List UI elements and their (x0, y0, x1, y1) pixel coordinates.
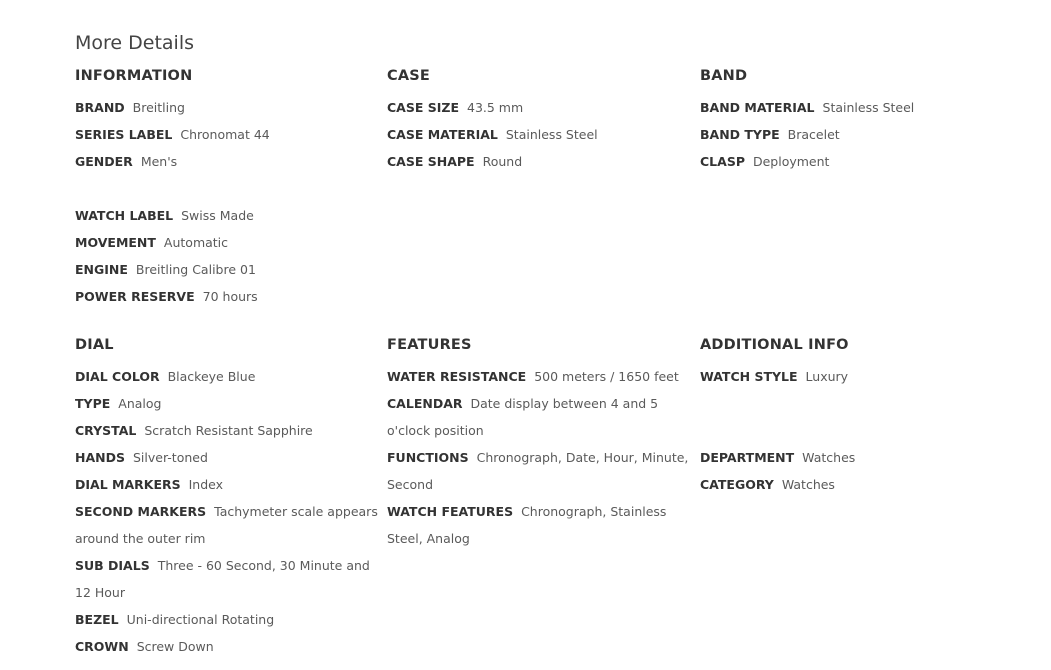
spec-value: 70 hours (202, 289, 258, 304)
spec-value: Chronograph, Stainless Steel, Analog (387, 504, 667, 546)
spec-case-material (387, 121, 692, 148)
section-heading-case: CASE (387, 68, 431, 84)
spec-value: Silver-toned (132, 450, 208, 465)
spec-value: Watches (781, 477, 835, 492)
spec-water-resistance (387, 363, 692, 390)
case-spec-list (387, 94, 692, 175)
features-section (387, 335, 692, 552)
page-title: More Details (75, 32, 195, 54)
dial-spec-list (75, 363, 380, 660)
spec-value: Uni-directional Rotating (126, 612, 275, 627)
spacer (75, 175, 380, 202)
spec-label: FUNCTIONS (387, 450, 469, 465)
spec-watch-style (700, 363, 1005, 390)
spec-engine (75, 256, 380, 283)
spec-value: Scratch Resistant Sapphire (144, 423, 313, 438)
spec-label: CALENDAR (387, 396, 463, 411)
spec-brand (75, 94, 380, 121)
spec-category (700, 471, 1005, 498)
spec-value: Index (188, 477, 224, 492)
dial-section (75, 335, 380, 660)
spec-watch-features (387, 498, 692, 552)
spec-series-label (75, 121, 380, 148)
spec-department (700, 444, 1005, 471)
spec-value: Luxury (805, 369, 849, 384)
spec-label: WATER RESISTANCE (387, 369, 527, 384)
spec-label: MOVEMENT (75, 235, 156, 250)
section-heading-band: BAND (700, 68, 748, 84)
spec-label: SUB DIALS (75, 558, 150, 573)
spec-label: BAND TYPE (700, 127, 780, 142)
spec-clasp (700, 148, 1005, 175)
spec-label: WATCH STYLE (700, 369, 798, 384)
spec-value: Analog (118, 396, 162, 411)
spec-value: Bracelet (787, 127, 840, 142)
spec-calendar (387, 390, 692, 444)
spec-value: Stainless Steel (822, 100, 915, 115)
spec-power-reserve (75, 283, 380, 310)
spec-label: CASE SHAPE (387, 154, 475, 169)
spec-value: Date display between 4 and 5 o'clock position (387, 396, 659, 438)
spec-label: GENDER (75, 154, 133, 169)
spacer (700, 390, 1005, 417)
spec-bezel (75, 606, 380, 633)
section-heading-dial: DIAL (75, 337, 114, 353)
spec-label: CROWN (75, 639, 129, 654)
band-section (700, 66, 1005, 175)
section-heading-additional-info: ADDITIONAL INFO (700, 337, 849, 353)
spec-label: ENGINE (75, 262, 128, 277)
spec-watch-label (75, 202, 380, 229)
spec-label: TYPE (75, 396, 111, 411)
spec-case-shape (387, 148, 692, 175)
spec-label: SECOND MARKERS (75, 504, 207, 519)
spec-value: Watches (802, 450, 856, 465)
spec-value: Breitling Calibre 01 (135, 262, 256, 277)
spec-label: POWER RESERVE (75, 289, 195, 304)
spec-value: 43.5 mm (467, 100, 524, 115)
spec-value: Screw Down (136, 639, 214, 654)
spacer (700, 417, 1005, 444)
spec-value: Tachymeter scale appears around the outer rim (75, 504, 378, 546)
spec-hands (75, 444, 380, 471)
spec-label: BAND MATERIAL (700, 100, 815, 115)
spec-label: CLASP (700, 154, 745, 169)
spec-label: DEPARTMENT (700, 450, 795, 465)
spec-crystal (75, 417, 380, 444)
spec-value: Men's (140, 154, 178, 169)
spec-value: Round (482, 154, 523, 169)
spec-value: Automatic (163, 235, 229, 250)
spec-value: Stainless Steel (505, 127, 598, 142)
spec-value: Breitling (132, 100, 185, 115)
spec-label: SERIES LABEL (75, 127, 173, 142)
spec-value: Chronograph, Date, Hour, Minute, Second (387, 450, 689, 492)
spec-value: 500 meters / 1650 feet (534, 369, 679, 384)
spec-second-markers (75, 498, 380, 552)
spec-label: WATCH LABEL (75, 208, 174, 223)
features-spec-list (387, 363, 692, 552)
spec-type (75, 390, 380, 417)
information-spec-list (75, 94, 380, 310)
spec-label: CASE MATERIAL (387, 127, 498, 142)
spec-value: Blackeye Blue (167, 369, 256, 384)
spec-label: CATEGORY (700, 477, 774, 492)
section-heading-information: INFORMATION (75, 68, 193, 84)
spec-value: Chronomat 44 (180, 127, 270, 142)
section-heading-features: FEATURES (387, 337, 472, 353)
information-section (75, 66, 380, 310)
additional-info-spec-list (700, 363, 1005, 498)
spec-label: CRYSTAL (75, 423, 137, 438)
spec-dial-color (75, 363, 380, 390)
band-spec-list (700, 94, 1005, 175)
spec-label: BEZEL (75, 612, 119, 627)
spec-functions (387, 444, 692, 498)
spec-label: CASE SIZE (387, 100, 459, 115)
spec-label: BRAND (75, 100, 125, 115)
spec-value: Three - 60 Second, 30 Minute and 12 Hour (75, 558, 370, 600)
spec-label: WATCH FEATURES (387, 504, 514, 519)
spec-sub-dials (75, 552, 380, 606)
spec-value: Deployment (752, 154, 830, 169)
case-section (387, 66, 692, 175)
spec-value: Swiss Made (181, 208, 254, 223)
spec-gender (75, 148, 380, 175)
spec-dial-markers (75, 471, 380, 498)
spec-label: DIAL MARKERS (75, 477, 181, 492)
spec-band-type (700, 121, 1005, 148)
spec-label: DIAL COLOR (75, 369, 160, 384)
spec-crown (75, 633, 380, 660)
spec-case-size (387, 94, 692, 121)
spec-label: HANDS (75, 450, 125, 465)
additional-info-section (700, 335, 1005, 498)
spec-band-material (700, 94, 1005, 121)
spec-movement (75, 229, 380, 256)
